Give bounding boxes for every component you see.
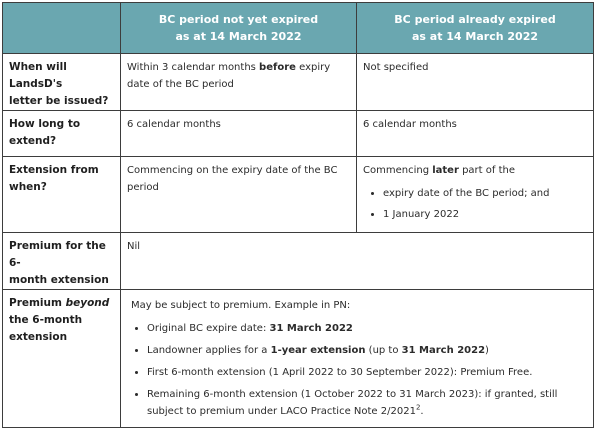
- header-expired-line1: BC period already expired: [394, 13, 556, 26]
- question-letter-issued: [3, 54, 121, 111]
- header-corner-cell: [3, 3, 121, 54]
- row-length: [3, 111, 594, 157]
- header-row: [3, 3, 594, 54]
- row-extension-from: [3, 157, 594, 233]
- question-premium6-line2: month extension: [9, 274, 109, 286]
- footnote-marker: 2: [415, 403, 421, 412]
- answer-letter-not-expired: [121, 54, 357, 111]
- list-item: • First 6-month extension (1 April 2022 to 30 September 2022): Premium Free.: [147, 364, 587, 381]
- list-item: [147, 320, 587, 337]
- item-bold: 31 March 2022: [401, 345, 486, 356]
- header-not-expired: [121, 3, 357, 54]
- header-expired-line2: as at 14 March 2022: [411, 30, 539, 43]
- item-bold: 31 March 2022: [269, 323, 353, 334]
- question-premium-beyond: [3, 290, 121, 428]
- row-letter-issued: [3, 54, 594, 111]
- question-length-line1: How long to: [9, 118, 81, 130]
- premium-intro: May be subject to premium. Example in PN:: [131, 300, 351, 311]
- question-premium6-line1: Premium for the 6-: [9, 240, 106, 269]
- question-italic: beyond: [65, 297, 110, 309]
- row-premium-6-month: [3, 233, 594, 290]
- item-text: Original BC expire date:: [147, 323, 270, 334]
- item-text: Remaining 6-month extension (1 October 2022 to 31 March 2023): if granted, still subject to premium under LACO Practice Note 2/2021: [147, 389, 558, 417]
- question-text: Premium: [9, 297, 66, 309]
- answer-length-expired: 6 calendar months: [357, 111, 594, 157]
- answer-bold: later: [432, 165, 459, 176]
- bc-extension-table: [2, 2, 594, 428]
- item-text: (up to: [365, 345, 402, 356]
- list-item: • 1 January 2022: [383, 206, 587, 223]
- answer-from-expired: [357, 157, 594, 233]
- question-extension-from: [3, 157, 121, 233]
- row-premium-beyond: [3, 290, 594, 428]
- answer-letter-expired: Not specified: [357, 54, 594, 111]
- question-letter-line1: When will LandsD's: [9, 61, 67, 90]
- question-from-line1: Extension from: [9, 164, 99, 176]
- item-text: Landowner applies for a: [147, 345, 271, 356]
- question-letter-line2: letter be issued?: [9, 95, 109, 107]
- question-from-line2: when?: [9, 181, 47, 193]
- question-premium-6-month: [3, 233, 121, 290]
- list-item: • expiry date of the BC period; and: [383, 185, 587, 202]
- header-expired: [357, 3, 594, 54]
- item-text: .: [420, 406, 424, 417]
- from-expired-list: [363, 185, 587, 223]
- list-item: [147, 342, 587, 359]
- item-text: ): [485, 345, 489, 356]
- header-not-expired-line2: as at 14 March 2022: [175, 30, 302, 43]
- answer-from-not-expired: Commencing on the expiry date of the BC period: [121, 157, 357, 233]
- answer-bold: before: [259, 62, 296, 73]
- header-not-expired-line1: BC period not yet expired: [158, 13, 319, 26]
- list-item: [147, 386, 587, 420]
- answer-premium-6-month: Nil: [121, 233, 594, 290]
- answer-text: expiry date of the BC period: [127, 62, 331, 90]
- pn-example-list: [127, 320, 587, 420]
- answer-text: Commencing: [363, 165, 433, 176]
- answer-text: Within 3 calendar months: [127, 62, 260, 73]
- question-text: the 6-month extension: [9, 314, 83, 343]
- item-bold: 1-year extension: [270, 345, 366, 356]
- answer-length-not-expired: 6 calendar months: [121, 111, 357, 157]
- answer-text: part of the: [458, 165, 515, 176]
- question-length-line2: extend?: [9, 135, 57, 147]
- answer-premium-beyond: [121, 290, 594, 428]
- comparison-table-wrapper: [2, 2, 593, 419]
- question-length: [3, 111, 121, 157]
